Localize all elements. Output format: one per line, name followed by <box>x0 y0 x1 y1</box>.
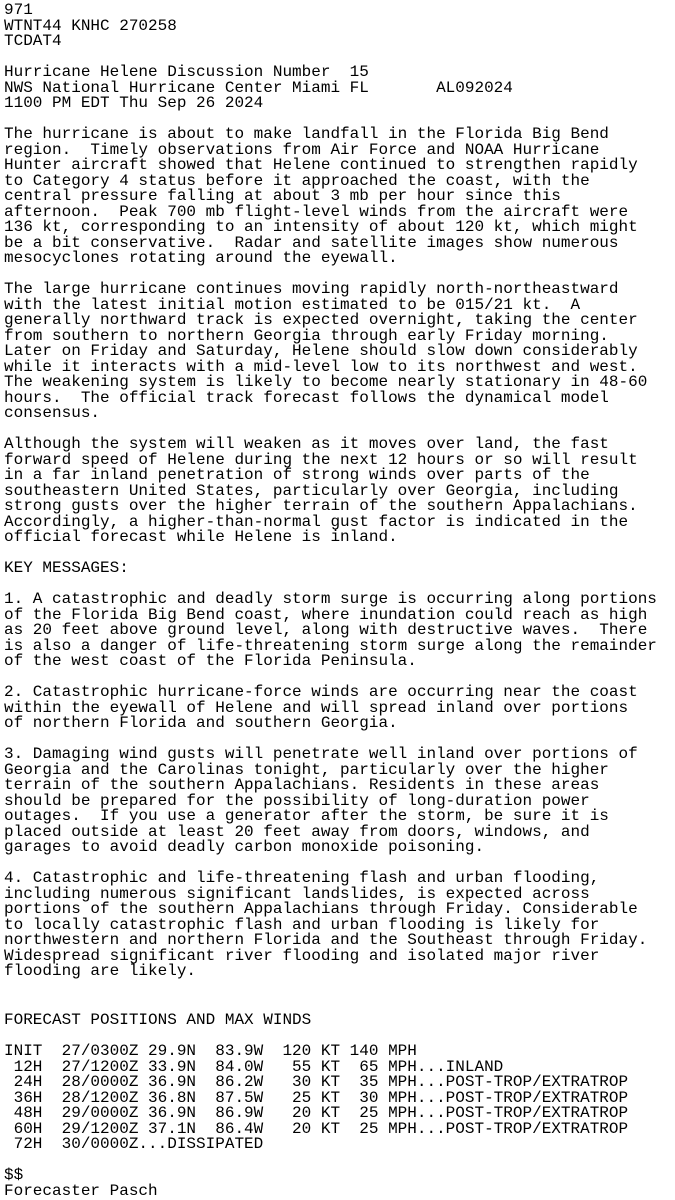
awips-id: TCDAT4 <box>4 32 62 50</box>
forecast-row: 72H 30/0000Z...DISSIPATED <box>4 1135 264 1153</box>
forecast-row: 36H 28/1200Z 36.8N 87.5W 25 KT 30 MPH...POST-TROP/EXTRATROP <box>4 1089 629 1107</box>
forecast-heading: FORECAST POSITIONS AND MAX WINDS <box>4 1011 312 1029</box>
wmo-header: WTNT44 KNHC 270258 <box>4 17 177 35</box>
key-message-4-line: Widespread significant river flooding and isolated major river <box>4 947 600 965</box>
key-message-4-line: northwestern and northern Florida and the Southeast through Friday. <box>4 931 648 949</box>
paragraph-3-line: in a far inland penetration of strong winds over parts of the <box>4 466 590 484</box>
key-messages-heading: KEY MESSAGES: <box>4 559 129 577</box>
issue-time: 1100 PM EDT Thu Sep 26 2024 <box>4 94 264 112</box>
key-message-4-line: portions of the southern Appalachians through Friday. Considerable <box>4 900 638 918</box>
paragraph-1-line: central pressure falling at about 3 mb per hour since this <box>4 187 561 205</box>
paragraph-2-line: Later on Friday and Saturday, Helene should slow down considerably <box>4 342 638 360</box>
paragraph-3-line: Accordingly, a higher-than-normal gust factor is indicated in the <box>4 513 629 531</box>
paragraph-3-line: official forecast while Helene is inland. <box>4 528 398 546</box>
discussion-title: Hurricane Helene Discussion Number 15 <box>4 63 369 81</box>
issuing-office: NWS National Hurricane Center Miami FL AL092024 <box>4 79 513 97</box>
paragraph-2-line: with the latest initial motion estimated to be 015/21 kt. A <box>4 296 581 314</box>
paragraph-1-line: to Category 4 status before it approached the coast, with the <box>4 172 590 190</box>
product-code: 971 <box>4 1 33 19</box>
key-message-3-line: 3. Damaging wind gusts will penetrate well inland over portions of <box>4 745 638 763</box>
key-message-1-line: of the Florida Big Bend coast, where inundation could reach as high <box>4 606 648 624</box>
forecast-row: INIT 27/0300Z 29.9N 83.9W 120 KT 140 MPH <box>4 1042 417 1060</box>
key-message-3-line: garages to avoid deadly carbon monoxide poisoning. <box>4 838 485 856</box>
paragraph-1-line: The hurricane is about to make landfall in the Florida Big Bend <box>4 125 609 143</box>
paragraph-2-line: hours. The official track forecast follows the dynamical model <box>4 389 609 407</box>
paragraph-1-line: afternoon. Peak 700 mb flight-level winds from the aircraft were <box>4 203 629 221</box>
key-message-1-line: 1. A catastrophic and deadly storm surge is occurring along portions <box>4 590 657 608</box>
paragraph-2-line: The weakening system is likely to become nearly stationary in 48-60 <box>4 373 648 391</box>
key-message-4-line: including numerous significant landslides, is expected across <box>4 885 590 903</box>
paragraph-2-line: generally northward track is expected overnight, taking the center <box>4 311 638 329</box>
paragraph-2-line: consensus. <box>4 404 101 422</box>
key-message-4-line: 4. Catastrophic and life-threatening flash and urban flooding, <box>4 869 600 887</box>
key-message-3-line: should be prepared for the possibility of long-duration power <box>4 792 590 810</box>
forecast-row: 60H 29/1200Z 37.1N 86.4W 20 KT 25 MPH...POST-TROP/EXTRATROP <box>4 1120 629 1138</box>
key-message-3-line: outages. If you use a generator after the storm, be sure it is <box>4 807 609 825</box>
key-message-2-line: of northern Florida and southern Georgia. <box>4 714 398 732</box>
forecast-row: 48H 29/0000Z 36.9N 86.9W 20 KT 25 MPH...POST-TROP/EXTRATROP <box>4 1104 629 1122</box>
key-message-4-line: flooding are likely. <box>4 962 197 980</box>
paragraph-1-line: Hunter aircraft showed that Helene continued to strengthen rapidly <box>4 156 638 174</box>
key-message-4-line: to locally catastrophic flash and urban flooding is likely for <box>4 916 600 934</box>
paragraph-3-line: Although the system will weaken as it moves over land, the fast <box>4 435 609 453</box>
paragraph-1-line: 136 kt, corresponding to an intensity of about 120 kt, which might <box>4 218 638 236</box>
paragraph-3-line: southeastern United States, particularly over Georgia, including <box>4 482 619 500</box>
paragraph-3-line: forward speed of Helene during the next 12 hours or so will result <box>4 451 638 469</box>
paragraph-2-line: The large hurricane continues moving rapidly north-northeastward <box>4 280 619 298</box>
end-of-product-marker: $$ <box>4 1166 24 1184</box>
forecast-row: 24H 28/0000Z 36.9N 86.2W 30 KT 35 MPH...POST-TROP/EXTRATROP <box>4 1073 629 1091</box>
key-message-3-line: Georgia and the Carolinas tonight, particularly over the higher <box>4 761 609 779</box>
key-message-1-line: as 20 feet above ground level, along with destructive waves. There <box>4 621 648 639</box>
paragraph-1-line: region. Timely observations from Air Force and NOAA Hurricane <box>4 141 600 159</box>
forecaster-signature: Forecaster Pasch <box>4 1182 158 1200</box>
key-message-1-line: of the west coast of the Florida Peninsula. <box>4 652 417 670</box>
paragraph-1-line: be a bit conservative. Radar and satellite images show numerous <box>4 234 619 252</box>
key-message-3-line: placed outside at least 20 feet away from doors, windows, and <box>4 823 590 841</box>
paragraph-3-line: strong gusts over the higher terrain of the southern Appalachians. <box>4 497 638 515</box>
key-message-3-line: terrain of the southern Appalachians. Residents in these areas <box>4 776 600 794</box>
forecast-row: 12H 27/1200Z 33.9N 84.0W 55 KT 65 MPH...INLAND <box>4 1058 504 1076</box>
paragraph-1-line: mesocyclones rotating around the eyewall. <box>4 249 398 267</box>
key-message-2-line: within the eyewall of Helene and will spread inland over portions <box>4 699 629 717</box>
paragraph-2-line: while it interacts with a mid-level low to its northwest and west. <box>4 358 638 376</box>
key-message-1-line: is also a danger of life-threatening storm surge along the remainder <box>4 637 657 655</box>
key-message-2-line: 2. Catastrophic hurricane-force winds are occurring near the coast <box>4 683 638 701</box>
paragraph-2-line: from southern to northern Georgia through early Friday morning. <box>4 327 609 345</box>
